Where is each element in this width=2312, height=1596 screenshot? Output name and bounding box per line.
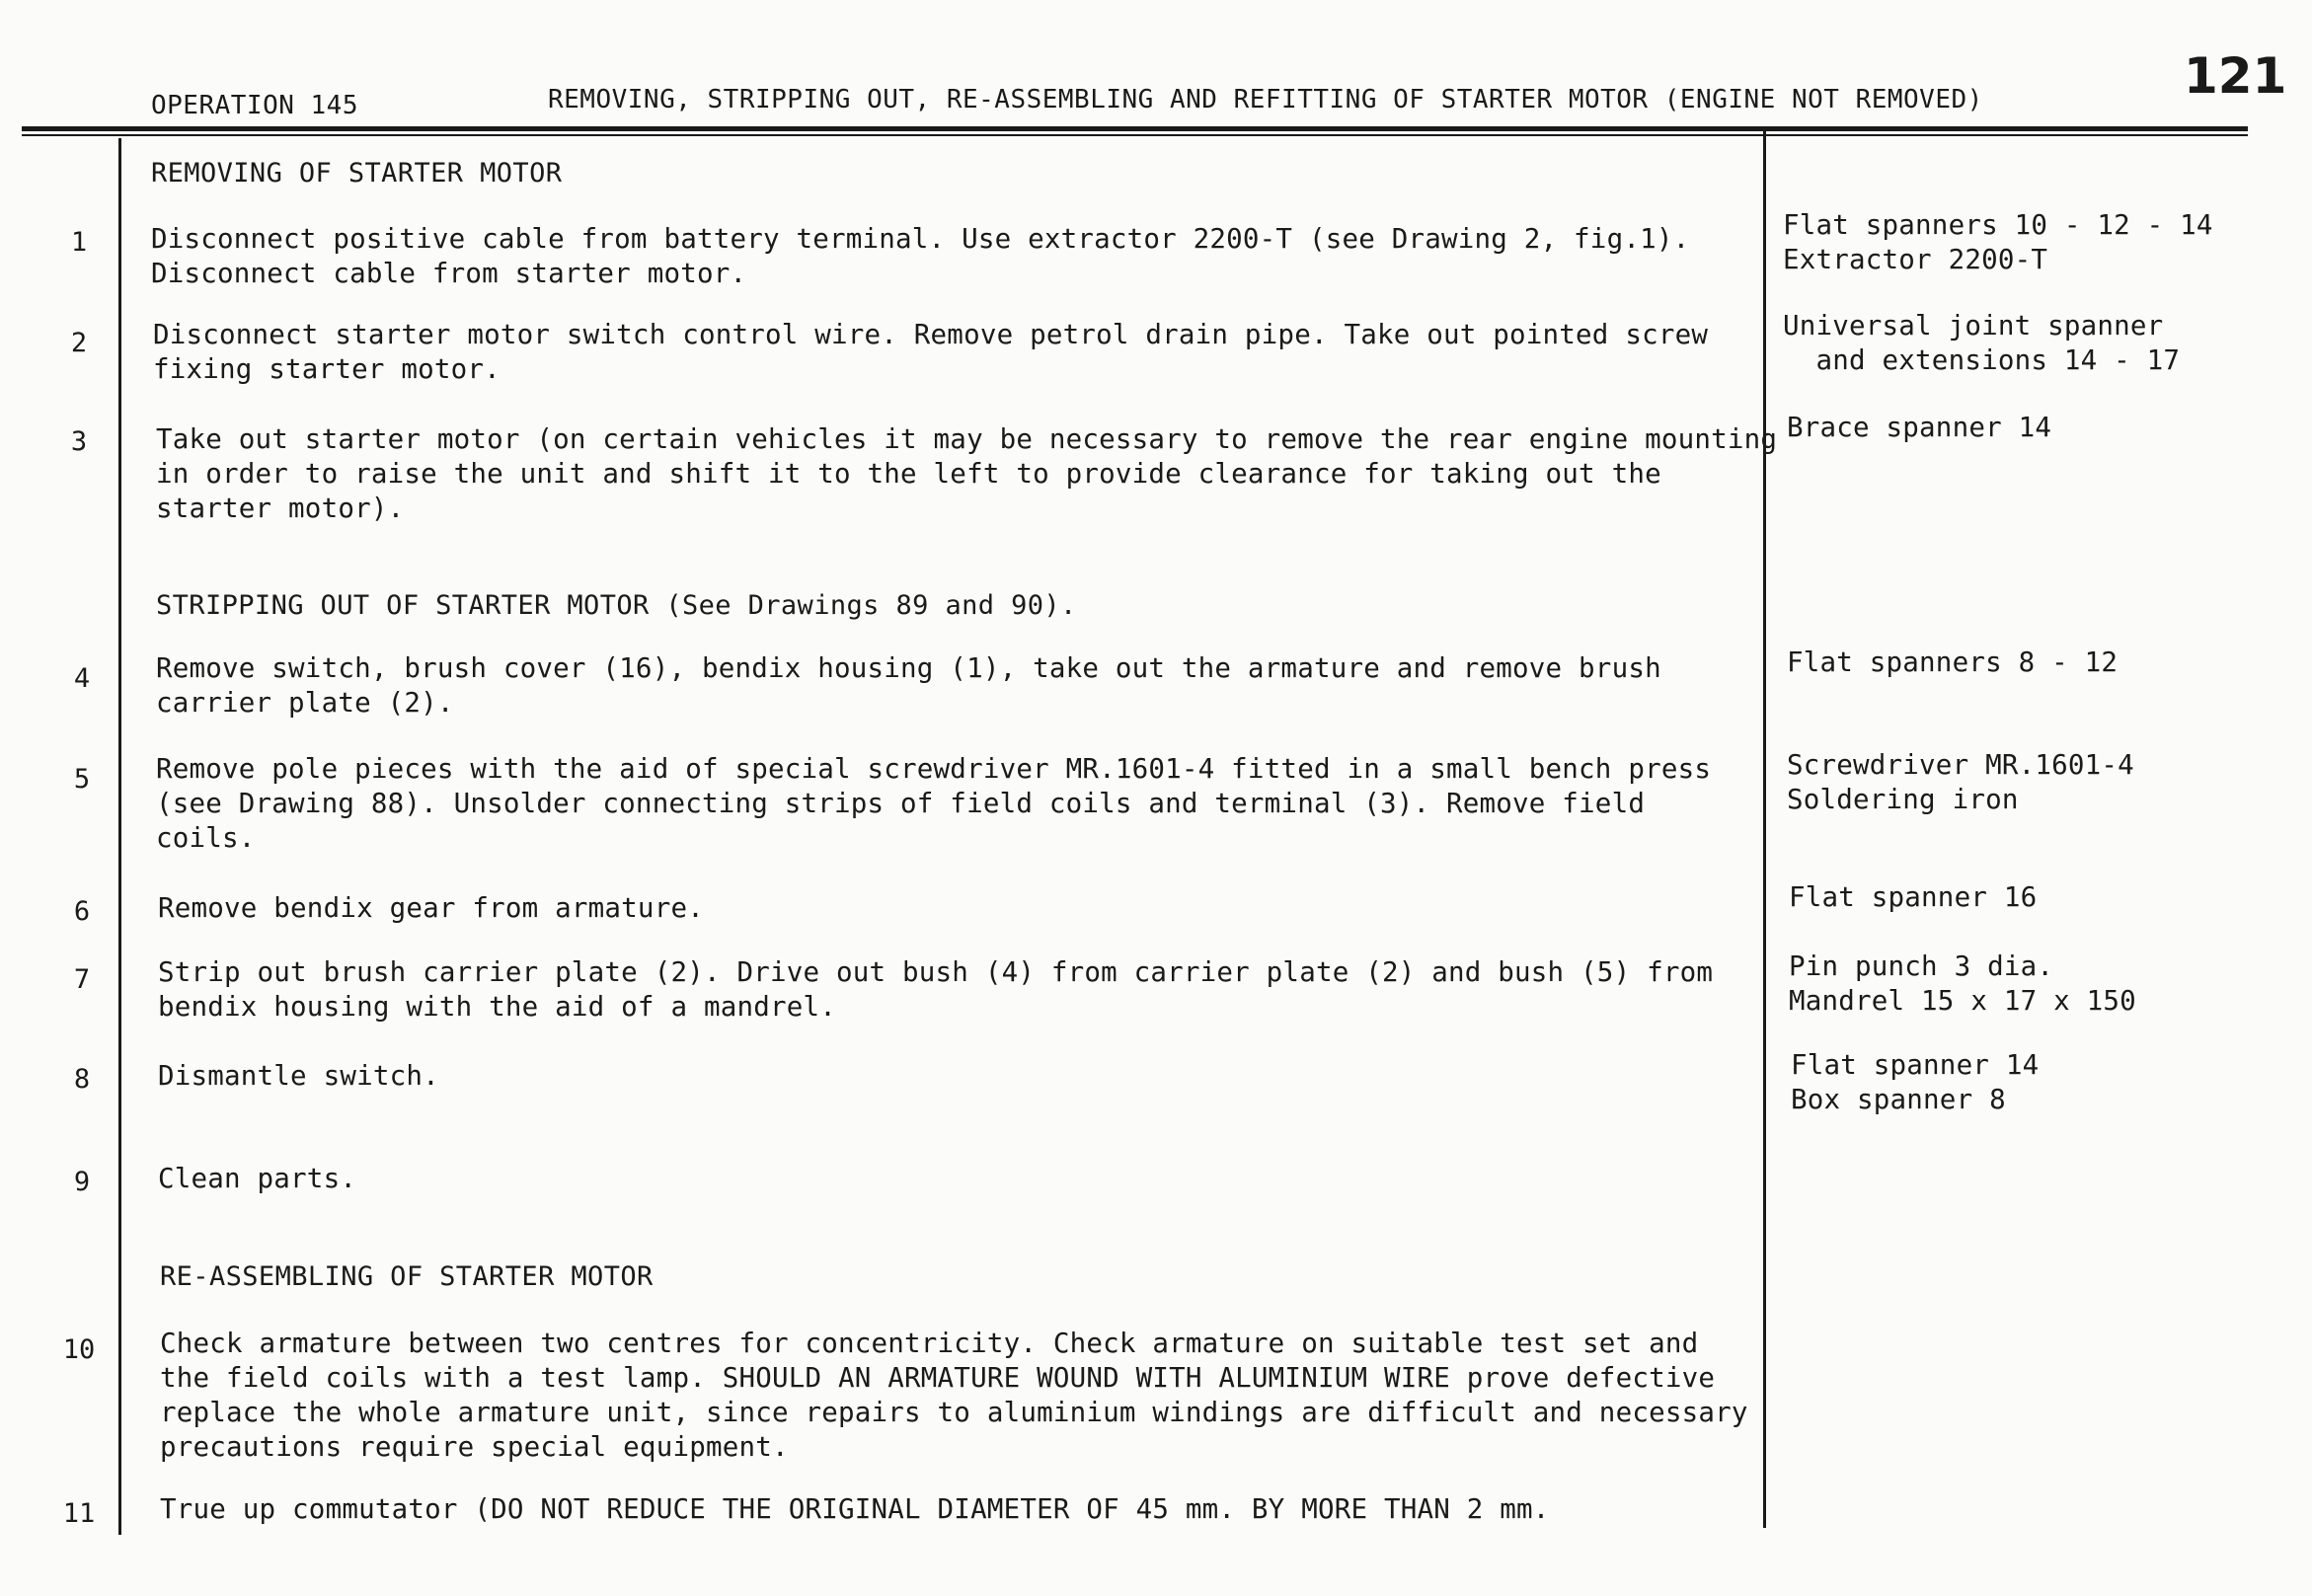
page-number: 121 (2184, 47, 2287, 105)
step-number: 10 (62, 1334, 96, 1365)
page-title: REMOVING, STRIPPING OUT, RE-ASSEMBLING AND REFITTING OF STARTER MOTOR (ENGINE NOT REMOVED) (548, 85, 1983, 114)
section-heading-removing: REMOVING OF STARTER MOTOR (151, 158, 563, 189)
section-heading-reassembling: RE-ASSEMBLING OF STARTER MOTOR (160, 1261, 654, 1292)
step-tools: Screwdriver MR.1601-4 Soldering iron (1787, 749, 2134, 815)
step-number: 9 (73, 1167, 91, 1197)
section-heading-stripping: STRIPPING OUT OF STARTER MOTOR (See Drawings 89 and 90). (156, 590, 1077, 621)
step-number: 2 (70, 328, 88, 358)
step-tools: Flat spanners 10 - 12 - 14 Extractor 2200-T (1783, 209, 2213, 275)
step-number: 1 (70, 227, 88, 258)
step-tools: Brace spanner 14 (1787, 412, 2052, 443)
step-number: 11 (62, 1498, 96, 1529)
step-instruction: Disconnect positive cable from battery terminal. Use extractor 2200-T (see Drawing 2, fig.1). Disconnect cable from starter motor. (151, 223, 1690, 289)
step-tools: Flat spanner 14 Box spanner 8 (1791, 1049, 2040, 1115)
step-tools: Flat spanners 8 - 12 (1787, 646, 2119, 678)
operation-label: OPERATION 145 (151, 91, 358, 120)
step-instruction: Remove bendix gear from armature. (158, 892, 704, 924)
step-number: 8 (73, 1064, 91, 1095)
step-instruction: Strip out brush carrier plate (2). Drive out bush (4) from carrier plate (2) and bush (5) from bendix housing with the aid of a mandrel. (158, 956, 1714, 1023)
step-number: 4 (73, 663, 91, 694)
step-instruction: Disconnect starter motor switch control wire. Remove petrol drain pipe. Take out pointed screw fixing starter motor. (153, 319, 1709, 385)
step-instruction: Clean parts. (158, 1163, 357, 1194)
number-column-divider (118, 138, 121, 1535)
step-tools: Universal joint spanner and extensions 14 - 17 (1783, 310, 2181, 376)
step-instruction: Remove switch, brush cover (16), bendix housing (1), take out the armature and remove brush carrier plate (2). (156, 652, 1661, 719)
step-number: 3 (70, 426, 88, 457)
step-instruction: Take out starter motor (on certain vehicles it may be necessary to remove the rear engine mounting in order to raise the unit and shift it to the left to provide clearance for taking out the starter motor). (156, 423, 1778, 524)
header-rule-thick (22, 126, 2248, 131)
step-instruction: True up commutator (DO NOT REDUCE THE ORIGINAL DIAMETER OF 45 mm. BY MORE THAN 2 mm. (160, 1493, 1550, 1525)
step-instruction: Dismantle switch. (158, 1060, 439, 1092)
header-rule-thin (22, 134, 2248, 136)
step-number: 5 (73, 764, 91, 795)
step-instruction: Remove pole pieces with the aid of special screwdriver MR.1601-4 fitted in a small bench press (see Drawing 88). Unsolder connecting strips of field coils and terminal (3). Remove field coils. (156, 753, 1712, 854)
step-tools: Pin punch 3 dia. Mandrel 15 x 17 x 150 (1789, 950, 2136, 1017)
step-instruction: Check armature between two centres for concentricity. Check armature on suitable test set and the field coils with a test lamp. SHOULD AN ARMATURE WOUND WITH ALUMINIUM WIRE prove defective replace the whole armature unit, since repairs to aluminium windings are difficult and necessary precautions require special equipment. (160, 1328, 1748, 1463)
step-number: 6 (73, 896, 91, 927)
step-number: 7 (73, 964, 91, 995)
step-tools: Flat spanner 16 (1789, 881, 2038, 913)
